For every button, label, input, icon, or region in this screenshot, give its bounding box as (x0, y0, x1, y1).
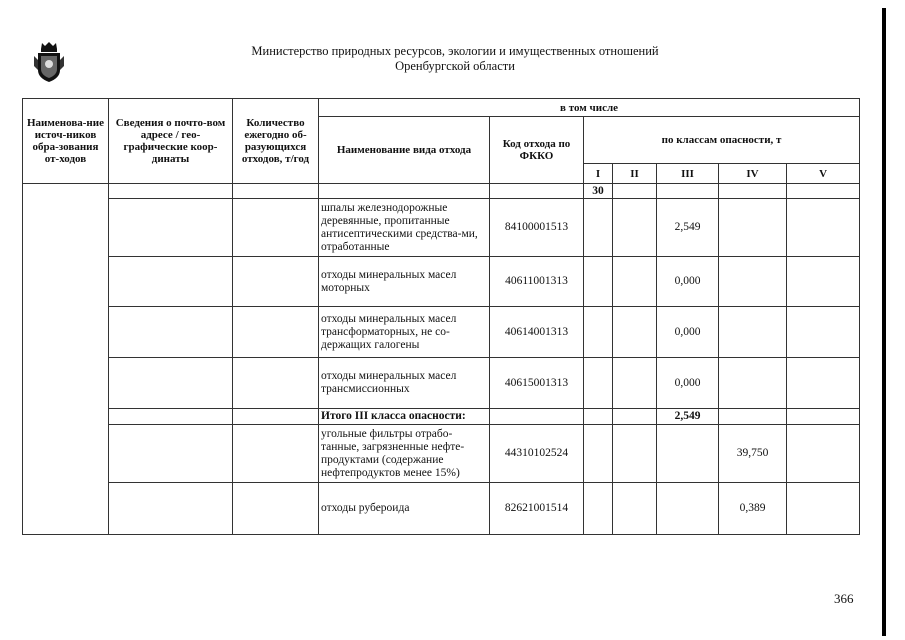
class-iii-value: 0,000 (657, 307, 719, 358)
waste-table (22, 98, 860, 535)
ministry-name: Министерство природных ресурсов, экологии и имущественных отношений (251, 44, 659, 58)
waste-name: отходы рубероида (319, 483, 490, 535)
class-iii-value: 2,549 (657, 199, 719, 257)
total-iii-value: 2,549 (657, 409, 719, 425)
header-class-i: I (584, 164, 613, 184)
waste-name: угольные фильтры отрабо-танные, загрязненные нефте-продуктами (содержание нефтепродуктов менее 15%) (319, 425, 490, 483)
waste-code: 40614001313 (490, 307, 584, 358)
class-iii-value (657, 425, 719, 483)
waste-code: 84100001513 (490, 199, 584, 257)
total-iii-label: Итого III класса опасности: (319, 409, 490, 425)
page-marker: 30 (584, 184, 613, 199)
waste-name: отходы минеральных масел моторных (319, 257, 490, 307)
waste-code: 40611001313 (490, 257, 584, 307)
class-iv-value (719, 257, 787, 307)
class-iv-value: 39,750 (719, 425, 787, 483)
table-row (23, 257, 860, 307)
header-class-v: V (787, 164, 860, 184)
table-row-total (23, 409, 860, 425)
waste-name: отходы минеральных масел трансмиссионных (319, 358, 490, 409)
header-class-iv: IV (719, 164, 787, 184)
header-class-ii: II (613, 164, 657, 184)
class-iv-value: 0,389 (719, 483, 787, 535)
header-address: Сведения о почто-вом адресе / гео-графические коор-динаты (109, 99, 233, 184)
waste-code: 82621001514 (490, 483, 584, 535)
class-iii-value (657, 483, 719, 535)
table-row (23, 358, 860, 409)
waste-code: 44310102524 (490, 425, 584, 483)
class-iv-value (719, 358, 787, 409)
source-name-cell (23, 184, 109, 535)
table-row (23, 425, 860, 483)
table-row (23, 483, 860, 535)
waste-code: 40615001313 (490, 358, 584, 409)
region-name: Оренбургской области (395, 59, 515, 73)
header-class-iii: III (657, 164, 719, 184)
class-iv-value (719, 307, 787, 358)
header-by-class: по классам опасности, т (584, 117, 860, 164)
page-number: 366 (834, 591, 854, 606)
header-fkko-code: Код отхода по ФККО (490, 117, 584, 184)
waste-name: шпалы железнодорожные деревянные, пропитанные антисептическими средства-ми, отработанные (319, 199, 490, 257)
header-waste-type: Наименование вида отхода (319, 117, 490, 184)
table-row (23, 307, 860, 358)
table-row (23, 184, 860, 199)
class-iii-value: 0,000 (657, 358, 719, 409)
header-quantity: Количество ежегодно об-разующихся отходов, т/год (233, 99, 319, 184)
scan-edge-bar (882, 8, 886, 636)
header-source-name: Наименова-ние источ-ников обра-зования от-ходов (23, 99, 109, 184)
document-header (220, 44, 690, 74)
class-iv-value (719, 199, 787, 257)
table-row (23, 199, 860, 257)
header-including: в том числе (319, 99, 860, 117)
waste-name: отходы минеральных масел трансформаторных, не со-держащих галогены (319, 307, 490, 358)
emblem-icon (32, 40, 66, 84)
class-iii-value: 0,000 (657, 257, 719, 307)
